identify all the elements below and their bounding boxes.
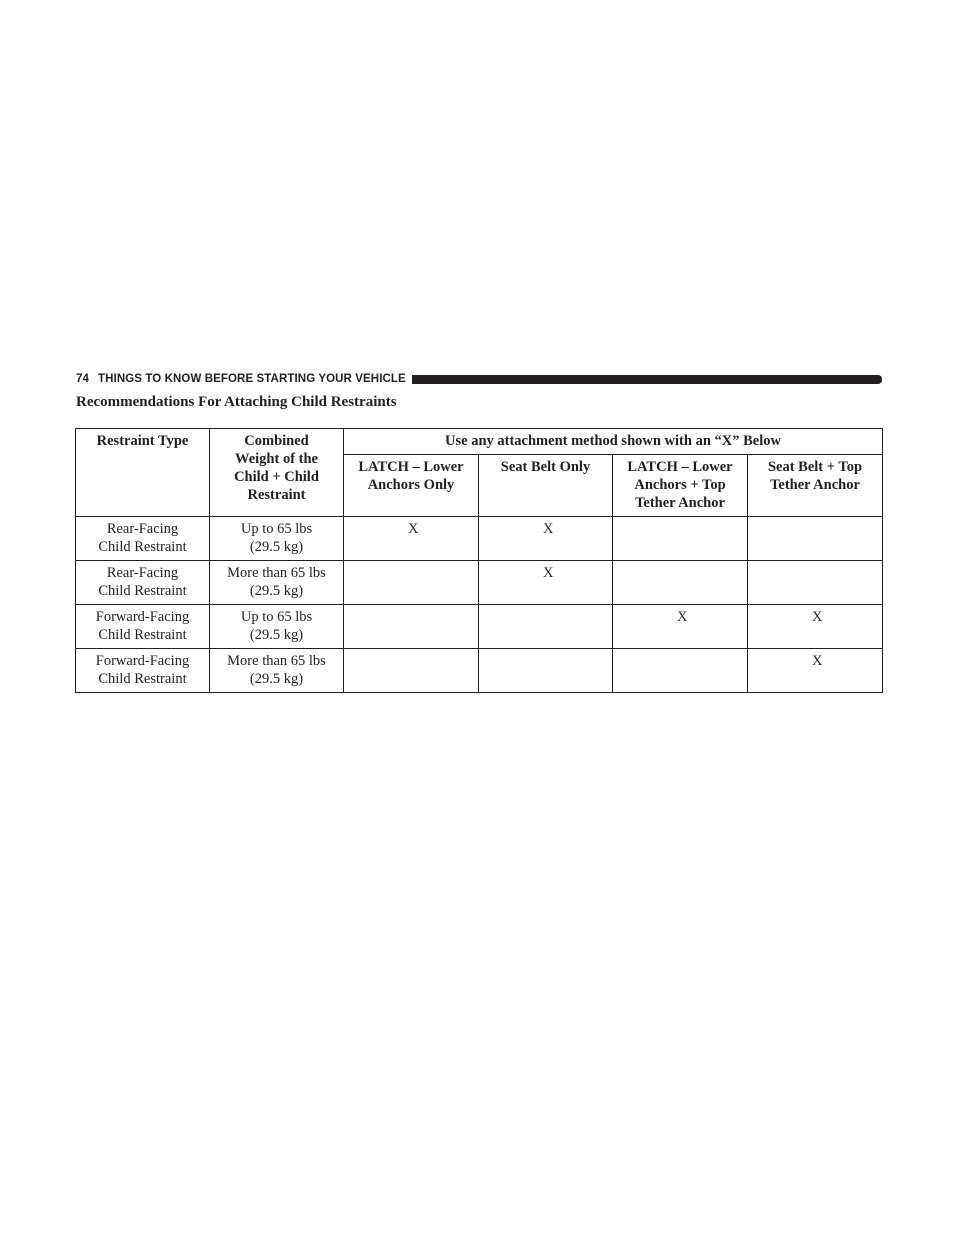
weight-line: More than 65 lbs [227, 653, 326, 669]
restraint-type-cell [76, 561, 210, 605]
restraint-type-line: Forward-Facing [95, 609, 190, 625]
header-combined-weight-line: Restraint [247, 487, 306, 503]
mark-cell: X [613, 605, 748, 649]
restraint-type-line: Rear-Facing [106, 521, 179, 537]
weight-line: Up to 65 lbs [240, 521, 313, 537]
child-restraint-table [75, 428, 883, 693]
page-heading: Recommendations For Attaching Child Restraints [76, 394, 397, 410]
table-row [76, 649, 883, 693]
mark-cell [613, 561, 748, 605]
restraint-type-line: Child Restraint [98, 627, 187, 643]
mark-cell: X [344, 517, 479, 561]
restraint-type-cell [76, 517, 210, 561]
table-row [76, 517, 883, 561]
mark-cell [748, 517, 883, 561]
restraint-type-line: Child Restraint [98, 583, 187, 599]
mark-cell [613, 517, 748, 561]
method-header-line: LATCH – Lower [358, 459, 464, 475]
header-attachment-group [344, 429, 883, 455]
weight-cell [210, 649, 344, 693]
table-row [76, 605, 883, 649]
header-restraint-type [76, 429, 210, 517]
restraint-type-line: Child Restraint [98, 539, 187, 555]
header-seat-belt-only [479, 455, 613, 517]
mark-cell: X [748, 649, 883, 693]
restraint-type-cell [76, 649, 210, 693]
mark-cell [613, 649, 748, 693]
method-header-line: Seat Belt + Top [767, 459, 863, 475]
header-restraint-type-label: Restraint Type [96, 433, 189, 449]
header-rule [412, 375, 882, 384]
method-header-line: Anchors Only [367, 477, 455, 493]
mark-cell: X [479, 561, 613, 605]
weight-line: (29.5 kg) [249, 583, 304, 599]
mark-cell [479, 605, 613, 649]
mark-cell [479, 649, 613, 693]
weight-cell [210, 517, 344, 561]
weight-line: (29.5 kg) [249, 671, 304, 687]
mark-cell: X [479, 517, 613, 561]
section-title: THINGS TO KNOW BEFORE STARTING YOUR VEHICLE [98, 373, 406, 385]
mark-cell: X [748, 605, 883, 649]
restraint-type-line: Rear-Facing [106, 565, 179, 581]
weight-line: Up to 65 lbs [240, 609, 313, 625]
method-header-line: Tether Anchor [770, 477, 860, 493]
page-number: 74 [76, 373, 89, 385]
header-combined-weight-line: Combined [244, 433, 309, 449]
method-header-line: Anchors + Top [634, 477, 726, 493]
weight-line: (29.5 kg) [249, 627, 304, 643]
restraint-type-line: Forward-Facing [95, 653, 190, 669]
weight-cell [210, 561, 344, 605]
mark-cell [344, 649, 479, 693]
method-header-line: LATCH – Lower [627, 459, 733, 475]
restraint-type-line: Child Restraint [98, 671, 187, 687]
weight-cell [210, 605, 344, 649]
weight-line: More than 65 lbs [227, 565, 326, 581]
mark-cell [748, 561, 883, 605]
page-header [76, 371, 882, 387]
restraint-type-cell [76, 605, 210, 649]
header-seat-belt-top-tether [748, 455, 883, 517]
method-header-line: Seat Belt Only [500, 459, 591, 475]
header-attachment-group-label: Use any attachment method shown with an “X” Below [445, 433, 781, 449]
header-combined-weight [210, 429, 344, 517]
mark-cell [344, 605, 479, 649]
mark-cell [344, 561, 479, 605]
header-combined-weight-line: Child + Child [234, 469, 319, 485]
method-header-line: Tether Anchor [635, 495, 725, 511]
header-combined-weight-line: Weight of the [235, 451, 318, 467]
weight-line: (29.5 kg) [249, 539, 304, 555]
header-latch-lower-anchors [344, 455, 479, 517]
table-row [76, 561, 883, 605]
header-latch-top-tether [613, 455, 748, 517]
